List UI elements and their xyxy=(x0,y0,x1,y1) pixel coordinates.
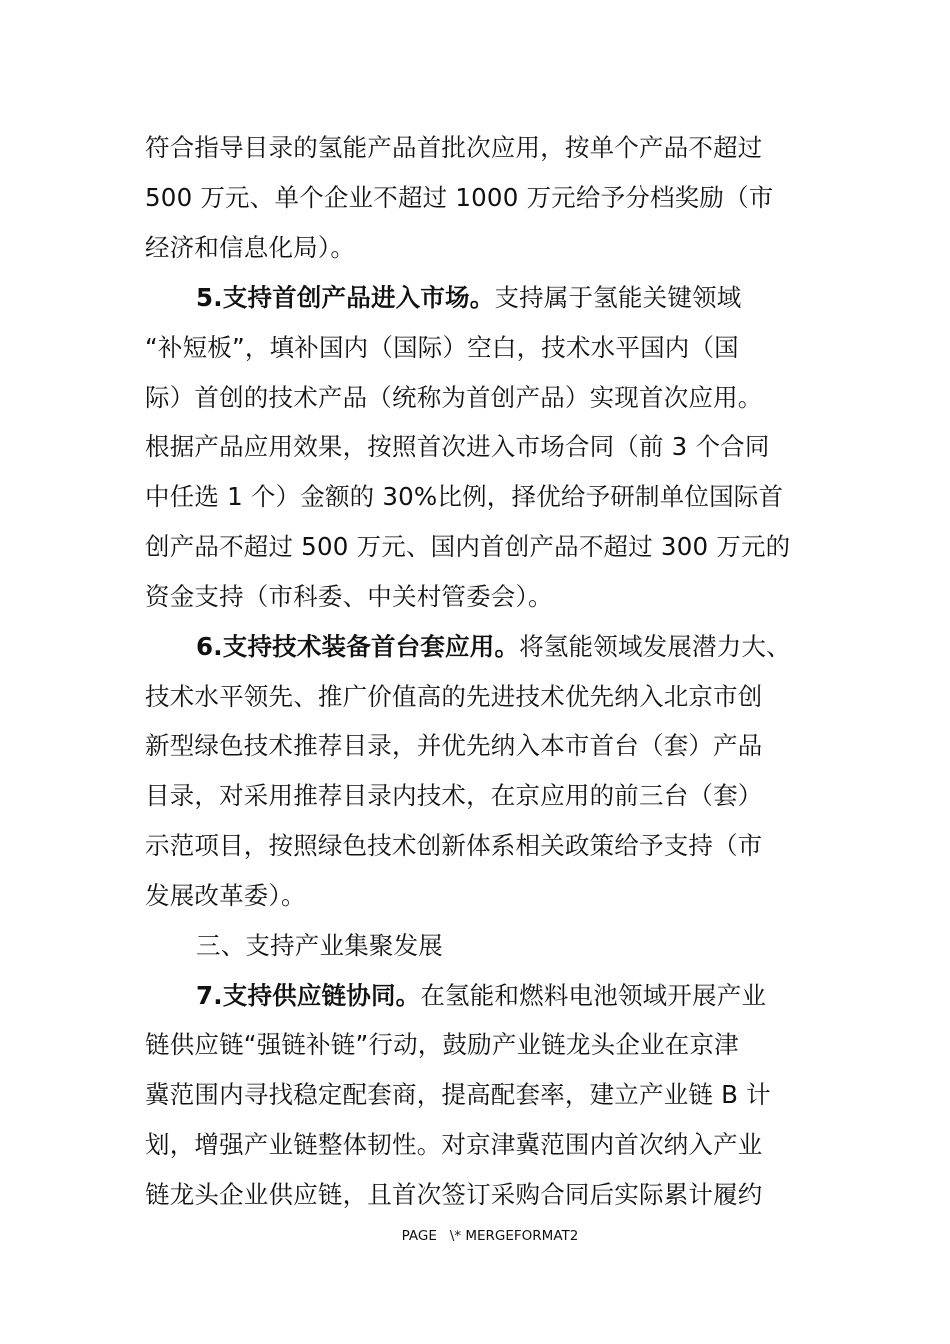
page-footer: PAGE \* MERGEFORMAT2 xyxy=(401,1228,579,1244)
paragraph-line: “补短板”，填补国内（国际）空白，技术水平国内（国 xyxy=(145,333,739,362)
paragraph-line: 根据产品应用效果，按照首次进入市场合同（前 3 个合同 xyxy=(145,432,770,461)
paragraph-line: 示范项目，按照绿色技术创新体系相关政策给予支持（市 xyxy=(145,831,763,860)
section-6-heading-line: 6.支持技术装备首台套应用。将氢能领域发展潜力大、 xyxy=(196,632,791,661)
paragraph-line: 符合指导目录的氢能产品首批次应用，按单个产品不超过 xyxy=(145,133,763,162)
section-heading-3: 三、支持产业集聚发展 xyxy=(196,931,443,960)
paragraph-line: 链供应链“强链补链”行动，鼓励产业链龙头企业在京津 xyxy=(145,1030,739,1059)
paragraph-line: 目录，对采用推荐目录内技术，在京应用的前三台（套） xyxy=(145,781,763,810)
section-7-heading: 7.支持供应链协同。 xyxy=(196,981,421,1010)
paragraph-line: 冀范围内寻找稳定配套商，提高配套率，建立产业链 B 计 xyxy=(145,1080,771,1109)
section-5-heading-line: 5.支持首创产品进入市场。支持属于氢能关键领域 xyxy=(196,283,742,312)
paragraph-line: 链龙头企业供应链，且首次签订采购合同后实际累计履约 xyxy=(145,1180,763,1209)
section-7-heading-line: 7.支持供应链协同。在氢能和燃料电池领域开展产业 xyxy=(196,981,767,1010)
paragraph-line: 创产品不超过 500 万元、国内首创产品不超过 300 万元的 xyxy=(145,532,791,561)
paragraph-line: 500 万元、单个企业不超过 1000 万元给予分档奖励（市 xyxy=(145,183,774,212)
paragraph-line: 发展改革委）。 xyxy=(145,881,306,910)
paragraph-line: 际）首创的技术产品（统称为首创产品）实现首次应用。 xyxy=(145,383,763,412)
paragraph-line: 技术水平领先、推广价值高的先进技术优先纳入北京市创 xyxy=(145,682,763,711)
paragraph-line: 资金支持（市科委、中关村管委会）。 xyxy=(145,582,553,611)
paragraph-line: 新型绿色技术推荐目录，并优先纳入本市首台（套）产品 xyxy=(145,731,763,760)
paragraph-line: 经济和信息化局）。 xyxy=(145,233,356,262)
section-6-heading: 6.支持技术装备首台套应用。 xyxy=(196,632,520,661)
paragraph-line: 中任选 1 个）金额的 30%比例，择优给予研制单位国际首 xyxy=(145,482,784,511)
paragraph-line: 划，增强产业链整体韧性。对京津冀范围内首次纳入产业 xyxy=(145,1130,763,1159)
section-5-heading: 5.支持首创产品进入市场。 xyxy=(196,283,495,312)
